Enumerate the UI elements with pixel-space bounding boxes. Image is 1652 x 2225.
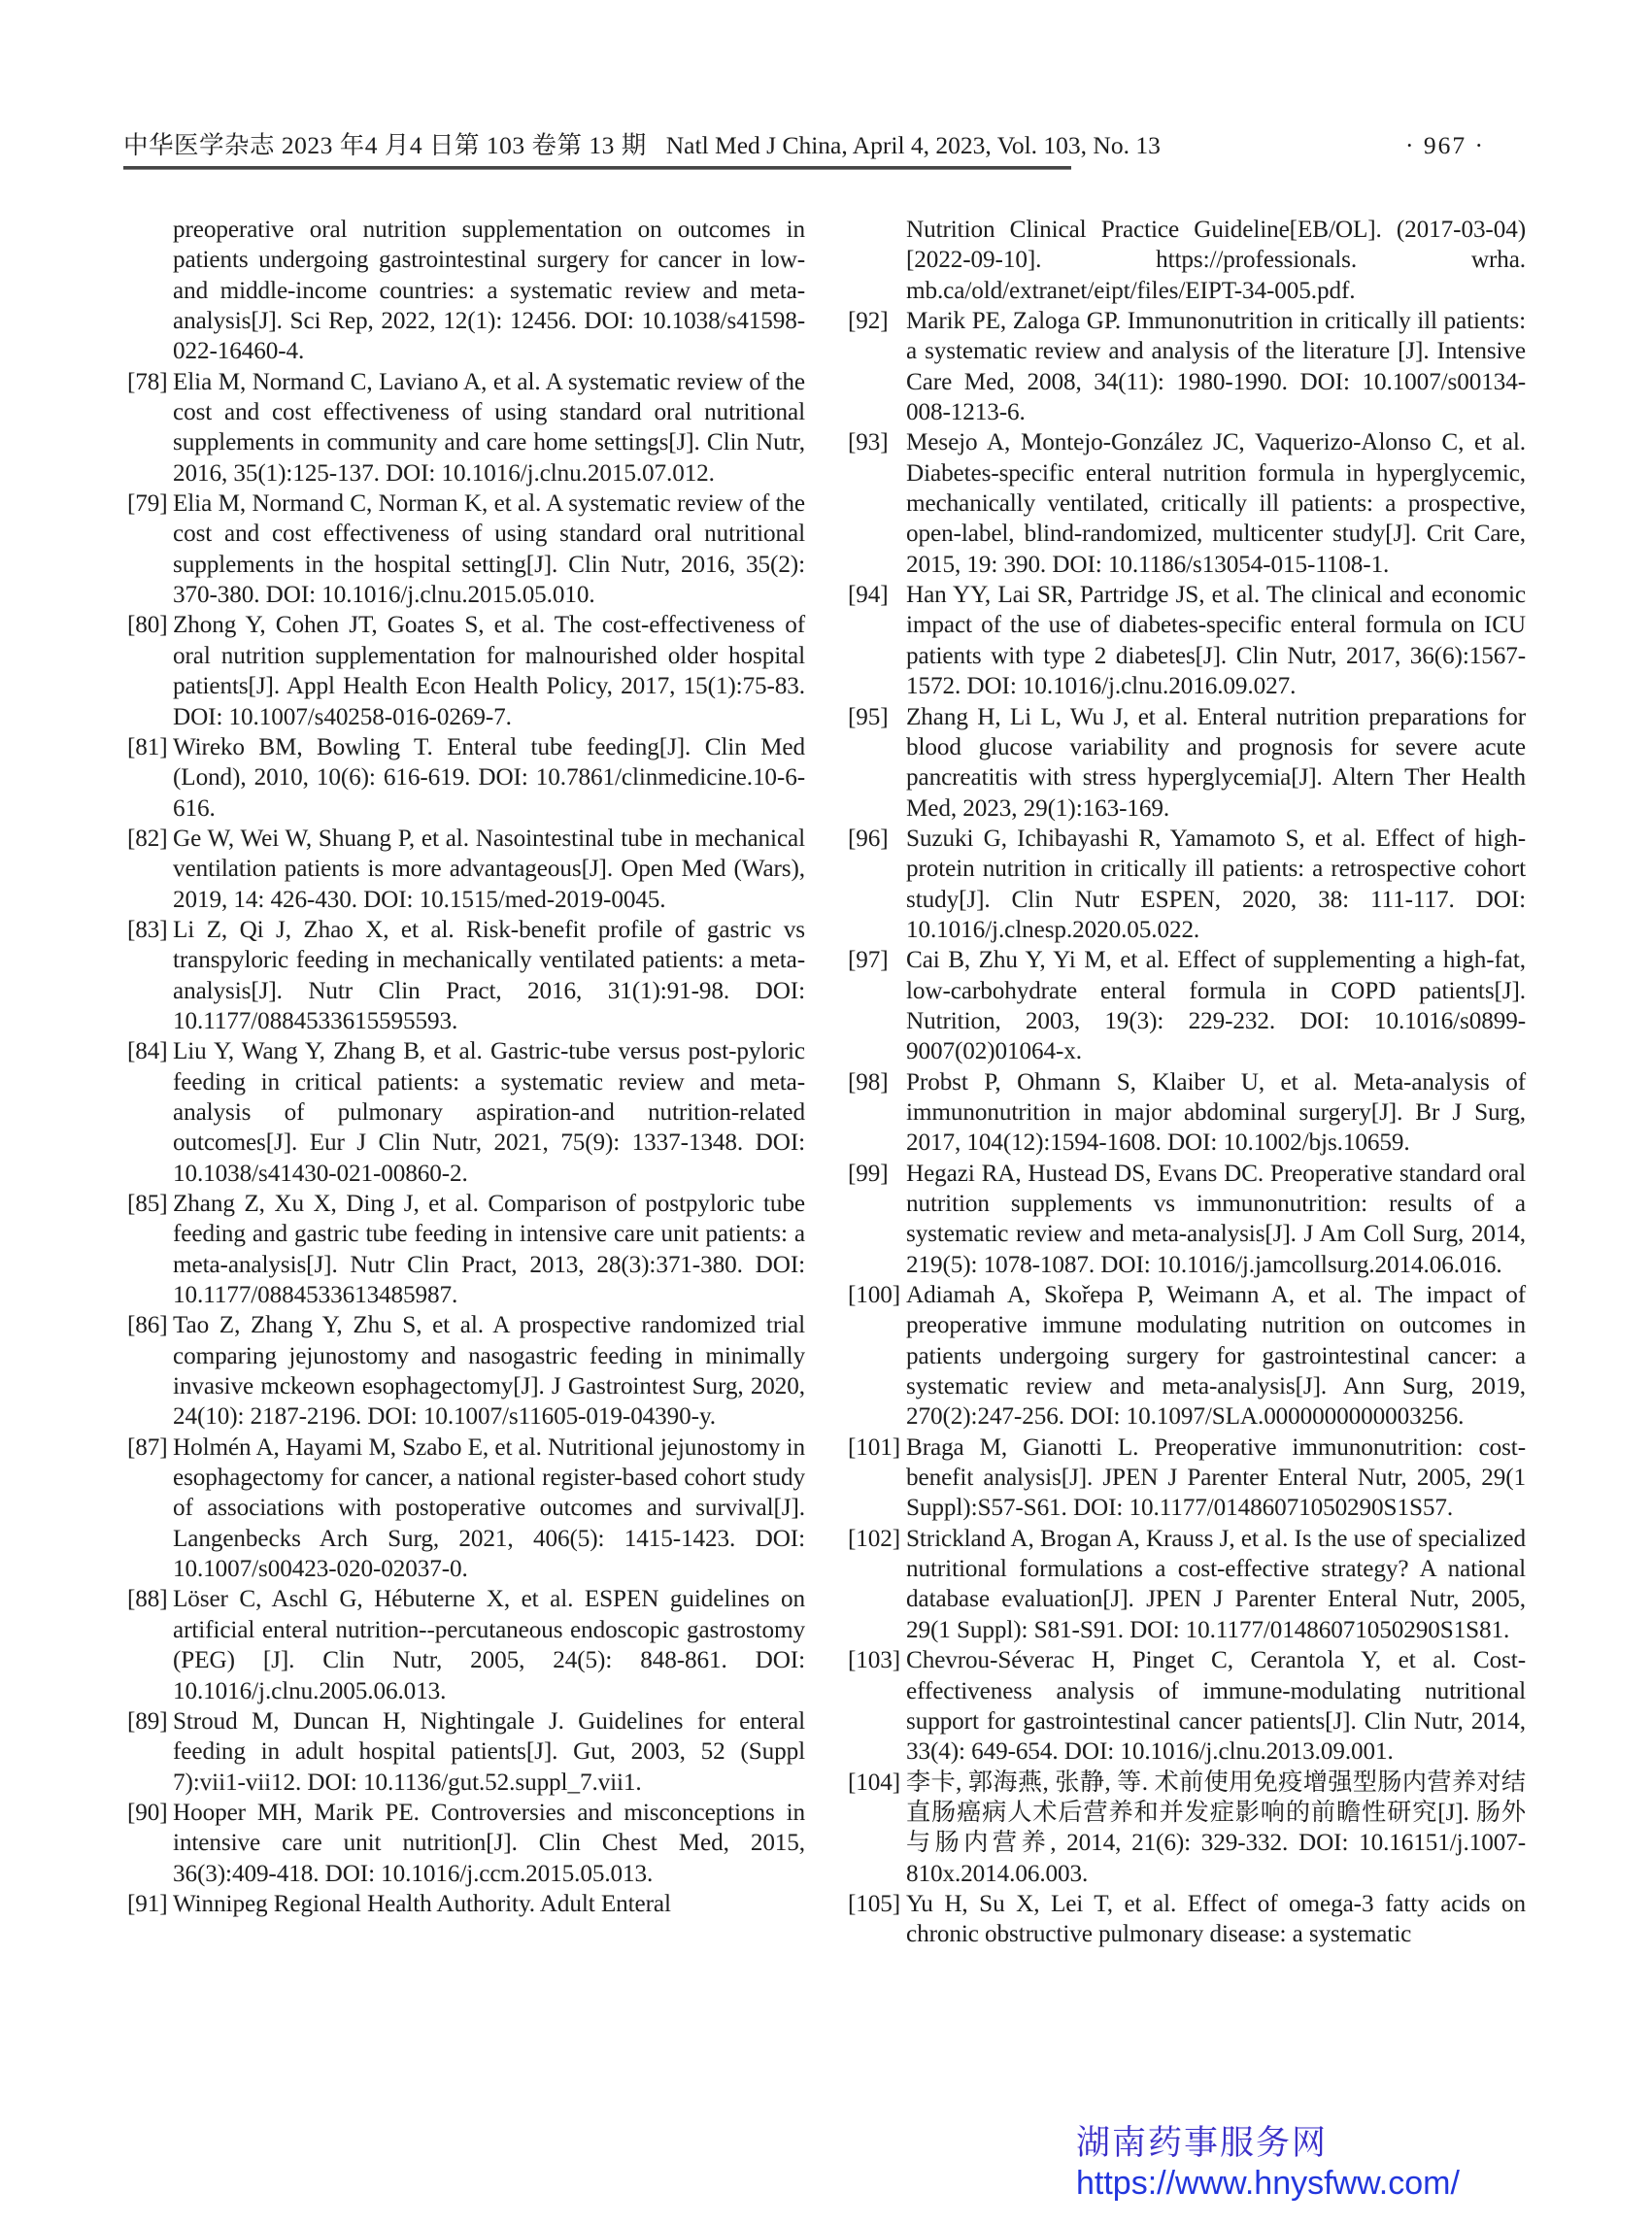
reference-number: [93]: [848, 429, 889, 456]
reference-item: [848, 702, 1526, 824]
reference-number: [103]: [848, 1647, 901, 1674]
reference-text: Elia M, Normand C, Norman K, et al. A systematic review of the cost and cost effectiveness of using standard oral nutritional supplements in the hospital setting[J]. Clin Nutr, 2016, 35(2): 370-380. DOI: 10.1016/j.clnu.2015.05.010.: [173, 490, 805, 609]
reference-text: Strickland A, Brogan A, Krauss J, et al. Is the use of specialized nutritional formulations a cost-effective strategy? A national database evaluation[J]. JPEN J Parenter Enteral Nutr, 2005, 29(1 Suppl): S81-S91. DOI: 10.1177/01486071050290S1S81.: [906, 1525, 1526, 1643]
reference-number: [90]: [127, 1799, 168, 1826]
reference-number: [89]: [127, 1707, 168, 1735]
journal-title-english: Natl Med J China, April 4, 2023, Vol. 103, No. 13: [665, 131, 1161, 159]
reference-item: [127, 1433, 805, 1585]
reference-text: Hooper MH, Marik PE. Controversies and misconceptions in intensive care unit nutrition[J]. Clin Chest Med, 2015, 36(3):409-418. DOI: 10.1016/j.ccm.2015.05.013.: [173, 1799, 805, 1887]
reference-number: [86]: [127, 1312, 168, 1339]
reference-text: Adiamah A, Skořepa P, Weimann A, et al. The impact of preoperative immune modulating nutrition on outcomes in patients undergoing surgery for gastrointestinal cancer: a systematic review and meta-analysis[J]. Ann Surg, 2019, 270(2):247-256. DOI: 10.1097/SLA.0000000000003256.: [906, 1282, 1526, 1431]
reference-item: [848, 1524, 1526, 1645]
references-column-left: [127, 215, 805, 1919]
reference-text: Stroud M, Duncan H, Nightingale J. Guidelines for enteral feeding in adult hospital patients[J]. Gut, 2003, 52 (Suppl 7):vii1-vii12. DOI: 10.1136/gut.52.suppl_7.vii1.: [173, 1707, 805, 1796]
reference-item: [127, 1036, 805, 1189]
reference-number: [85]: [127, 1191, 168, 1217]
reference-text: Suzuki G, Ichibayashi R, Yamamoto S, et al. Effect of high-protein nutrition in critically ill patients: a retrospective cohort study[J]. Clin Nutr ESPEN, 2020, 38: 111-117. DOI: 10.1016/j.clnesp.2020.05.022.: [906, 825, 1526, 943]
reference-number: [99]: [848, 1160, 889, 1187]
reference-number: [84]: [127, 1038, 168, 1065]
reference-item: [848, 945, 1526, 1066]
reference-text: Zhang H, Li L, Wu J, et al. Enteral nutrition preparations for blood glucose variability and prognosis for severe acute pancreatitis with stress hyperglycemia[J]. Altern Ther Health Med, 2023, 29(1):163-169.: [906, 703, 1526, 822]
reference-number: [848, 215, 906, 306]
reference-number: [101]: [848, 1433, 901, 1461]
reference-item: [127, 1798, 805, 1889]
reference-item: [127, 915, 805, 1036]
reference-item: [127, 1189, 805, 1310]
reference-text: Cai B, Zhu Y, Yi M, et al. Effect of supplementing a high-fat, low-carbohydrate enteral formula in COPD patients[J]. Nutrition, 2003, 19(3): 229-232. DOI: 10.1016/s0899-9007(02)01064-x.: [906, 947, 1526, 1065]
reference-number: [79]: [127, 490, 168, 518]
reference-number: [88]: [127, 1586, 168, 1613]
reference-item: [848, 824, 1526, 945]
reference-text: Marik PE, Zaloga GP. Immunonutrition in critically ill patients: a systematic review and analysis of the literature [J]. Intensive Care Med, 2008, 34(11): 1980-1990. DOI: 10.1007/s00134-008-1213-6.: [906, 308, 1526, 426]
reference-text: Probst P, Ohmann S, Klaiber U, et al. Meta-analysis of immunonutrition in major abdominal surgery[J]. Br J Surg, 2017, 104(12):1594-1608. DOI: 10.1002/bjs.10659.: [906, 1068, 1526, 1157]
reference-text: Löser C, Aschl G, Hébuterne X, et al. ESPEN guidelines on artificial enteral nutrition--percutaneous endoscopic gastrostomy (PEG) [J]. Clin Nutr, 2005, 24(5): 848-861. DOI: 10.1016/j.clnu.2005.06.013.: [173, 1586, 805, 1704]
reference-item: [127, 1310, 805, 1432]
reference-text: Chevrou-Séverac H, Pinget C, Cerantola Y, et al. Cost-effectiveness analysis of immune-modulating nutritional support for gastrointestinal cancer patients[J]. Clin Nutr, 2014, 33(4): 649-654. DOI: 10.1016/j.clnu.2013.09.001.: [906, 1647, 1526, 1766]
reference-item: [127, 1584, 805, 1705]
reference-item: [848, 427, 1526, 580]
reference-item: [848, 1067, 1526, 1159]
reference-number: [127, 215, 173, 367]
reference-number: [100]: [848, 1282, 901, 1309]
reference-item: [848, 1645, 1526, 1767]
reference-text: Nutrition Clinical Practice Guideline[EB/OL]. (2017-03-04) [2022-09-10]. https://professionals. wrha. mb.ca/old/extranet/eipt/files/EIPT-34-005.pdf.: [906, 217, 1526, 304]
watermark: [1076, 2123, 1460, 2203]
reference-number: [105]: [848, 1890, 901, 1917]
reference-text: Yu H, Su X, Lei T, et al. Effect of omega-3 fatty acids on chronic obstructive pulmonary disease: a systematic: [906, 1890, 1526, 1948]
reference-item: [848, 1433, 1526, 1524]
reference-continuation: [127, 215, 805, 367]
watermark-site-name: 湖南药事服务网: [1076, 2124, 1329, 2162]
reference-item: [127, 824, 805, 915]
reference-text: Elia M, Normand C, Laviano A, et al. A systematic review of the cost and cost effectiveness of using standard oral nutritional supplements in community and care home settings[J]. Clin Nutr, 2016, 35(1):125-137. DOI: 10.1016/j.clnu.2015.07.012.: [173, 368, 805, 487]
reference-text: Han YY, Lai SR, Partridge JS, et al. The clinical and economic impact of the use of diabetes-specific enteral formula on ICU patients with type 2 diabetes[J]. Clin Nutr, 2017, 36(6):1567-1572. DOI: 10.1016/j.clnu.2016.09.027.: [906, 582, 1526, 700]
reference-continuation: [848, 215, 1526, 306]
reference-number: [96]: [848, 825, 889, 852]
reference-item: [127, 1889, 805, 1919]
reference-number: [91]: [127, 1890, 168, 1917]
reference-number: [104]: [848, 1769, 901, 1796]
reference-text: Wireko BM, Bowling T. Enteral tube feeding[J]. Clin Med (Lond), 2010, 10(6): 616-619. DOI: 10.7861/clinmedicine.10-6-616.: [173, 733, 805, 822]
reference-item: [127, 489, 805, 610]
reference-text: Li Z, Qi J, Zhao X, et al. Risk-benefit profile of gastric vs transpyloric feeding in mechanically ventilated patients: a meta-analysis[J]. Nutr Clin Pract, 2016, 31(1):91-98. DOI: 10.1177/0884533615595593.: [173, 916, 805, 1034]
reference-text: Zhang Z, Xu X, Ding J, et al. Comparison of postpyloric tube feeding and gastric tube feeding in intensive care unit patients: a meta-analysis[J]. Nutr Clin Pract, 2013, 28(3):371-380. DOI: 10.1177/0884533613485987.: [173, 1191, 805, 1309]
reference-item: [848, 1889, 1526, 1950]
reference-text: Braga M, Gianotti L. Preoperative immunonutrition: cost-benefit analysis[J]. JPEN J Parenter Enteral Nutr, 2005, 29(1 Suppl):S57-S61. DOI: 10.1177/01486071050290S1S57.: [906, 1433, 1526, 1522]
reference-number: [98]: [848, 1068, 889, 1096]
reference-text: Hegazi RA, Hustead DS, Evans DC. Preoperative standard oral nutrition supplements vs immunonutrition: results of a systematic review and meta-analysis[J]. J Am Coll Surg, 2014, 219(5): 1078-1087. DOI: 10.1016/j.jamcollsurg.2014.06.016.: [906, 1160, 1526, 1278]
reference-text: 李卡, 郭海燕, 张静, 等. 术前使用免疫增强型肠内营养对结直肠癌病人术后营养和并发症影响的前瞻性研究[J]. 肠外与肠内营养, 2014, 21(6): 329-332. DOI: 10.16151/j.1007-810x.2014.06.003.: [906, 1769, 1526, 1887]
reference-text: Zhong Y, Cohen JT, Goates S, et al. The cost-effectiveness of oral nutrition supplementation for malnourished older hospital patients[J]. Appl Health Econ Health Policy, 2017, 15(1):75-83. DOI: 10.1007/s40258-016-0269-7.: [173, 612, 805, 730]
reference-text: Liu Y, Wang Y, Zhang B, et al. Gastric-tube versus post-pyloric feeding in critical patients: a systematic review and meta-analysis of pulmonary aspiration-and nutrition-related outcomes[J]. Eur J Clin Nutr, 2021, 75(9): 1337-1348. DOI: 10.1038/s41430-021-00860-2.: [173, 1038, 805, 1187]
watermark-site-url: https://www.hnysfww.com/: [1076, 2165, 1460, 2203]
reference-item: [848, 1159, 1526, 1280]
page-number: · 967 ·: [1405, 131, 1485, 159]
reference-text: Tao Z, Zhang Y, Zhu S, et al. A prospective randomized trial comparing jejunostomy and nasogastric feeding in minimally invasive mckeown esophagectomy[J]. J Gastrointest Surg, 2020, 24(10): 2187-2196. DOI: 10.1007/s11605-019-04390-y.: [173, 1312, 805, 1431]
reference-item: [848, 306, 1526, 427]
reference-number: [81]: [127, 733, 168, 760]
reference-number: [97]: [848, 947, 889, 974]
reference-number: [83]: [127, 916, 168, 943]
reference-item: [127, 367, 805, 489]
journal-title-chinese: 中华医学杂志 2023 年4 月4 日第 103 卷第 13 期: [123, 131, 647, 159]
reference-text: Mesejo A, Montejo-González JC, Vaquerizo-Alonso C, et al. Diabetes-specific enteral nutrition formula in hyperglycemic, mechanically ventilated, critically ill patients: a prospective, open-label, blind-randomized, multicenter study[J]. Crit Care, 2015, 19: 390. DOI: 10.1186/s13054-015-1108-1.: [906, 429, 1526, 578]
reference-item: [848, 1280, 1526, 1433]
reference-item: [848, 580, 1526, 701]
header-divider-rule: [123, 166, 1071, 170]
reference-item: [127, 1706, 805, 1798]
reference-text: Ge W, Wei W, Shuang P, et al. Nasointestinal tube in mechanical ventilation patients is more advantageous[J]. Open Med (Wars), 2019, 14: 426-430. DOI: 10.1515/med-2019-0045.: [173, 825, 805, 913]
references-column-right: [848, 215, 1526, 1950]
reference-item: [127, 610, 805, 731]
reference-text: Winnipeg Regional Health Authority. Adult Enteral: [173, 1890, 671, 1917]
reference-number: [78]: [127, 368, 168, 395]
page-header: [123, 126, 1530, 161]
reference-number: [92]: [848, 308, 889, 335]
reference-number: [102]: [848, 1525, 901, 1552]
reference-item: [848, 1768, 1526, 1889]
reference-number: [87]: [127, 1433, 168, 1461]
reference-number: [82]: [127, 825, 168, 852]
reference-number: [95]: [848, 703, 889, 730]
reference-item: [127, 732, 805, 824]
reference-number: [80]: [127, 612, 168, 639]
reference-text: preoperative oral nutrition supplementation on outcomes in patients undergoing gastrointestinal surgery for cancer in low-and middle-income countries: a systematic review and meta-analysis[J]. Sci Rep, 2022, 12(1): 12456. DOI: 10.1038/s41598-022-16460-4.: [173, 217, 805, 365]
reference-text: Holmén A, Hayami M, Szabo E, et al. Nutritional jejunostomy in esophagectomy for cancer, a national register-based cohort study of associations with postoperative outcomes and survival[J]. Langenbecks Arch Surg, 2021, 406(5): 1415-1423. DOI: 10.1007/s00423-020-02037-0.: [173, 1433, 805, 1583]
reference-number: [94]: [848, 582, 889, 609]
